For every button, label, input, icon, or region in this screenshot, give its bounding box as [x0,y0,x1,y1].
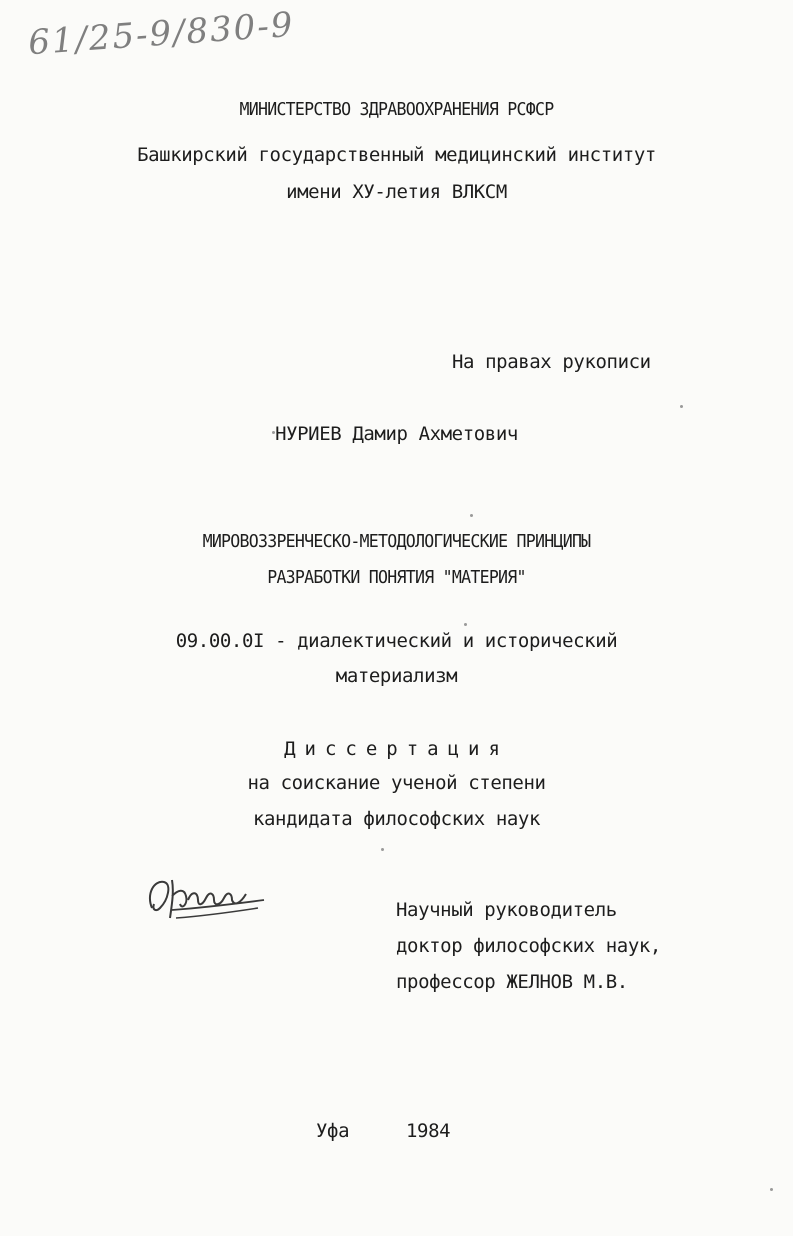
year: 1984 [406,1120,451,1142]
scan-speck [381,848,384,851]
specialty-code: 09.00.0I - диалектический и исторический [175,630,618,652]
author-signature [142,870,272,930]
degree-purpose: на соискание ученой степени [247,772,546,794]
author-name: НУРИЕВ Дамир Ахметович [275,423,518,445]
institute-name: Башкирский государственный медицинский институт [137,144,656,166]
manuscript-rights: На правах рукописи [452,351,651,373]
supervisor-label: Научный руководитель [396,899,617,921]
dissertation-title-line2: РАЗРАБОТКИ ПОНЯТИЯ "МАТЕРИЯ" [267,567,526,588]
supervisor-name: профессор ЖЕЛНОВ М.В. [396,971,628,993]
supervisor-degree: доктор философских наук, [396,935,661,957]
scan-speck [680,405,683,408]
city: Уфа [316,1120,350,1142]
handwritten-archive-number: 61/25-9/830-9 [26,4,296,64]
degree-field: кандидата философских наук [252,808,540,830]
institute-dedication: имени ХУ-летия ВЛКСМ [286,181,507,203]
scan-speck [272,431,275,434]
scan-speck [464,623,467,626]
dissertation-title-line1: МИРОВОЗЗРЕНЧЕСКО-МЕТОДОЛОГИЧЕСКИЕ ПРИНЦИПЫ [202,531,591,552]
ministry-header: МИНИСТЕРСТВО ЗДРАВООХРАНЕНИЯ РСФСР [239,99,554,120]
scan-speck [770,1188,773,1191]
scan-speck [470,514,473,517]
specialty-name: материализм [335,665,458,687]
document-type: Диссертация [284,738,509,760]
